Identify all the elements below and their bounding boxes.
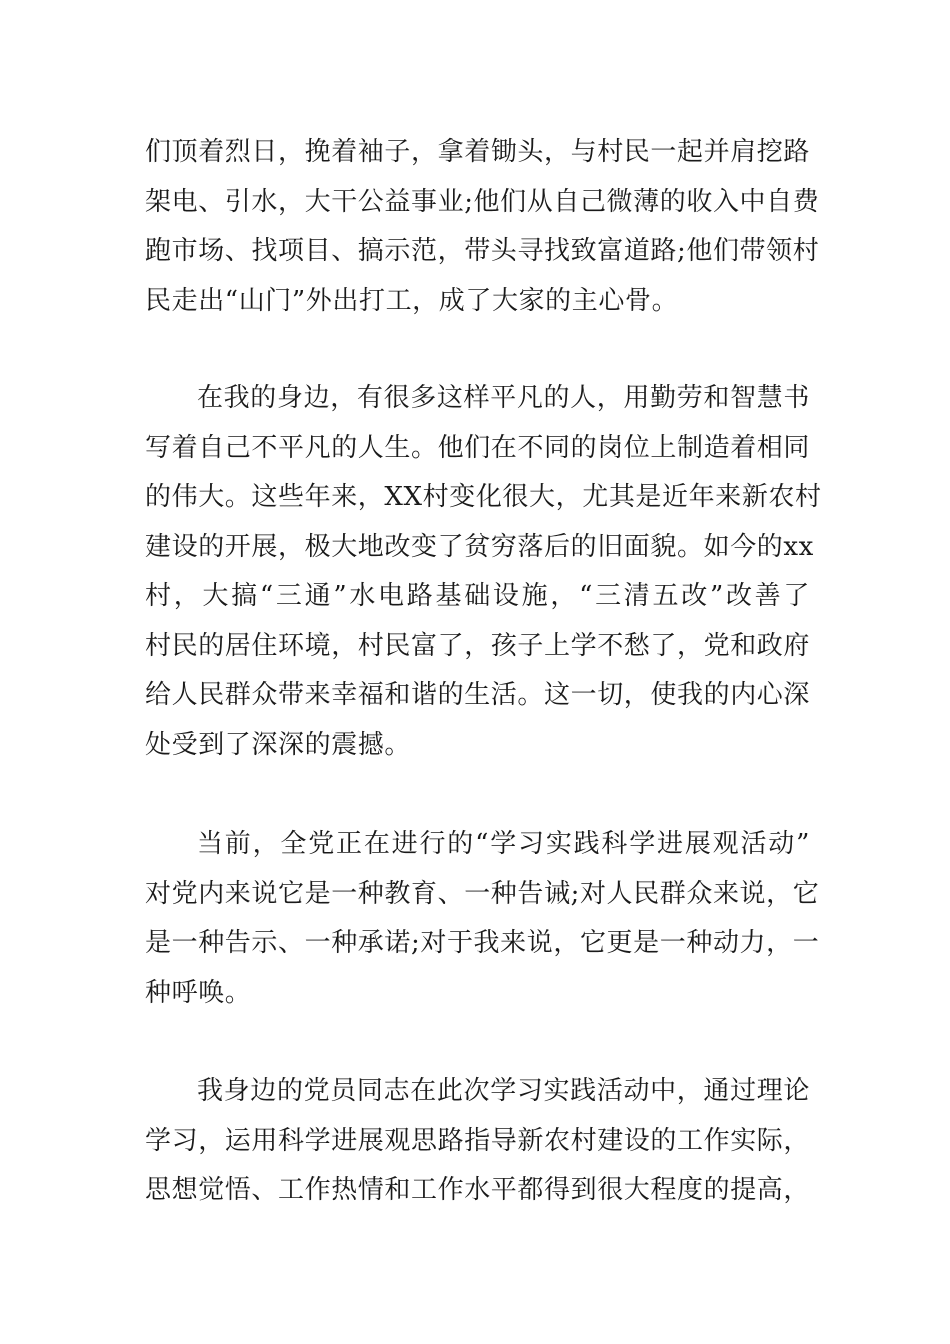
paragraph-line: 民走出“山门”外出打工，成了大家的主心骨。 xyxy=(145,285,679,316)
paragraph-line: 种呼唤。 xyxy=(145,977,252,1008)
paragraph-line: 学习，运用科学进展观思路指导新农村建设的工作实际， xyxy=(145,1125,811,1156)
paragraph-line: 在我的身边，有很多这样平凡的人，用勤劳和智慧书 xyxy=(197,383,810,413)
paragraph-line: 村民的居住环境，村民富了，孩子上学不愁了，党和政府 xyxy=(145,630,811,661)
paragraph-line: 的伟大。这些年来，XX村变化很大，尤其是近年来新农村 xyxy=(145,482,822,512)
paragraph-line: 是一种告示、一种承诺;对于我来说，它更是一种动力，一 xyxy=(145,928,820,958)
paragraph-line: 给人民群众带来幸福和谐的生活。这一切，使我的内心深 xyxy=(145,680,811,710)
paragraph-line: 们顶着烈日，挽着袖子，拿着锄头，与村民一起并肩挖路 xyxy=(145,137,811,167)
paragraph-line: 村，大搞“三通”水电路基础设施，“三清五改”改善了 xyxy=(145,581,810,611)
paragraph-2 xyxy=(145,374,822,770)
paragraph-line: 思想觉悟、工作热情和工作水平都得到很大程度的提高， xyxy=(145,1175,811,1205)
paragraph-line: 架电、引水，大干公益事业;他们从自己微薄的收入中自费 xyxy=(145,186,820,217)
paragraph-line: 建设的开展，极大地改变了贫穷落后的旧面貌。如今的xx xyxy=(145,531,814,562)
paragraph-line: 跑市场、找项目、搞示范，带头寻找致富道路;他们带领村 xyxy=(145,236,820,266)
paragraph-3 xyxy=(145,820,820,1018)
paragraph-1 xyxy=(145,128,820,326)
paragraph-line: 我身边的党员同志在此次学习实践活动中，通过理论 xyxy=(197,1076,810,1106)
paragraph-line: 处受到了深深的震撼。 xyxy=(145,729,412,760)
paragraph-line: 写着自己不平凡的人生。他们在不同的岗位上制造着相同 xyxy=(145,432,811,463)
paragraph-4 xyxy=(145,1067,810,1216)
paragraph-line: 对党内来说它是一种教育、一种告诫;对人民群众来说，它 xyxy=(145,878,820,909)
paragraph-line: 当前，全党正在进行的“学习实践科学进展观活动” xyxy=(197,829,810,859)
